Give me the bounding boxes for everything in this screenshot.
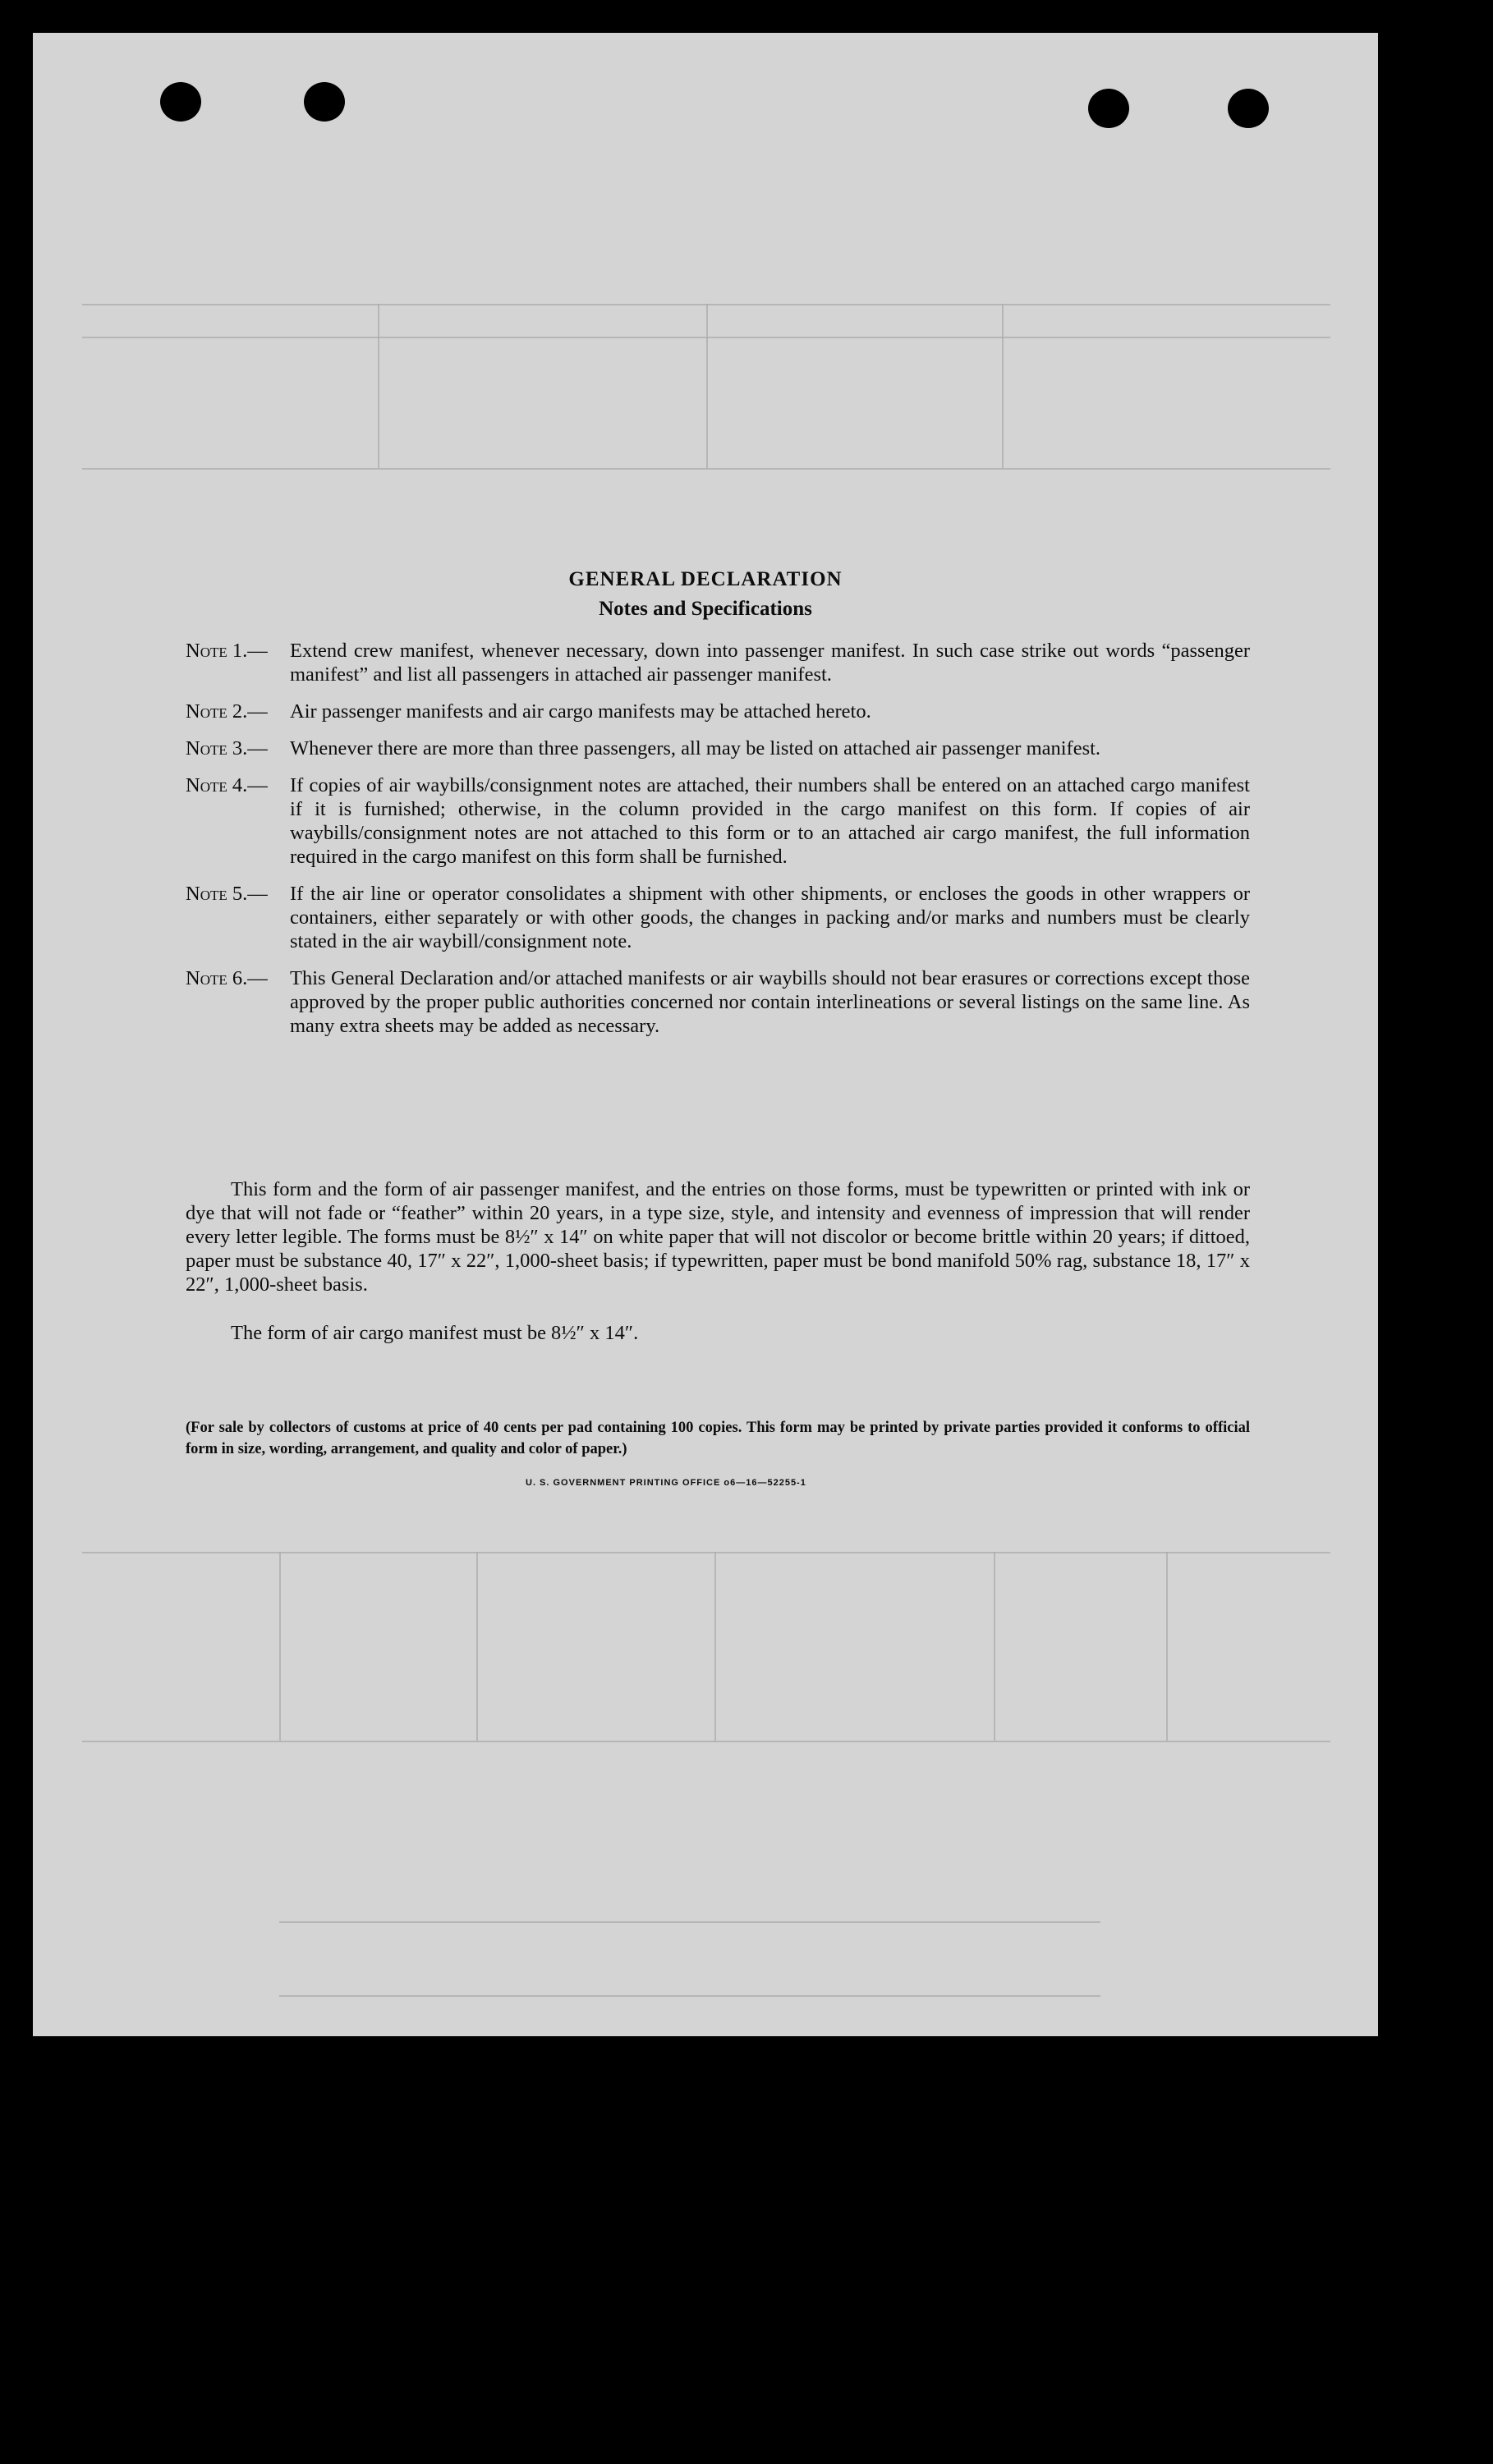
- note-label: Note 4.—: [186, 774, 268, 796]
- note-item: [186, 966, 1250, 1038]
- note-item: [186, 736, 1250, 760]
- note-label: Note 3.—: [186, 737, 268, 759]
- note-text: Extend crew manifest, whenever necessary, down into passenger manifest. In such case strike out words “passenger manifest” and list all passengers in attached air passenger manifest.: [290, 640, 1250, 686]
- bleed-through-rule: [82, 1552, 1330, 1553]
- note-text: If the air line or operator consolidates a shipment with other shipments, or encloses the goods in other wrappers or containers, either separately or with other goods, the changes in packing and/or marks and numbers must be clearly stated in the air waybill/consignment note.: [290, 883, 1250, 952]
- note-label: Note 1.—: [186, 640, 268, 662]
- bleed-through-rule: [714, 1552, 716, 1741]
- page-subtitle: Notes and Specifications: [599, 598, 812, 620]
- bleed-through-rule: [82, 1741, 1330, 1742]
- note-label: Note 5.—: [186, 883, 268, 905]
- punch-hole: [1088, 89, 1129, 128]
- note-label: Note 6.—: [186, 967, 268, 989]
- punch-hole: [304, 82, 345, 122]
- note-item: [186, 882, 1250, 953]
- note-text: Air passenger manifests and air cargo manifests may be attached hereto.: [290, 700, 871, 723]
- bleed-through-rule: [1166, 1552, 1168, 1741]
- bleed-through-rule: [279, 1995, 1100, 1997]
- note-item: [186, 773, 1250, 869]
- bleed-through-rule: [994, 1552, 995, 1741]
- note-text: If copies of air waybills/consignment notes are attached, their numbers shall be entered on an attached cargo manifest if it is furnished; otherwise, in the column provided in the cargo manifest on this form. If copies of air waybills/consignment notes are not attached to this form or to an attached air cargo manifest, the full information required in the cargo manifest on this form shall be furnished.: [290, 774, 1250, 868]
- bleed-through-rule: [279, 1552, 281, 1741]
- page-title: GENERAL DECLARATION: [568, 568, 843, 590]
- punch-hole: [160, 82, 201, 122]
- bleed-through-rule: [1002, 304, 1004, 468]
- cargo-manifest-size-line: The form of air cargo manifest must be 8½″ x 14″.: [231, 1322, 639, 1344]
- bleed-through-rule: [279, 1921, 1100, 1923]
- punch-hole: [1228, 89, 1269, 128]
- bleed-through-rule: [82, 468, 1330, 470]
- printer-imprint: U. S. GOVERNMENT PRINTING OFFICE o6—16—52255-1: [526, 1478, 806, 1488]
- notes-list: [186, 639, 1250, 1051]
- document-page: [33, 33, 1378, 2036]
- bleed-through-rule: [476, 1552, 478, 1741]
- bleed-through-rule: [378, 304, 379, 468]
- note-text: This General Declaration and/or attached manifests or air waybills should not bear erasures or corrections except those approved by the proper public authorities concerned nor contain interlineations or several listings on the same line. As many extra sheets may be added as necessary.: [290, 967, 1250, 1037]
- form-requirements-paragraph: This form and the form of air passenger manifest, and the entries on those forms, must be typewritten or printed with ink or dye that will not fade or “feather” within 20 years, in a type size, style, and intensity and evenness of impression that will render every letter legible. The forms must be 8½″ x 14″ on white paper that will not discolor or become brittle within 20 years; if dittoed, paper must be substance 40, 17″ x 22″, 1,000-sheet basis; if typewritten, paper must be bond manifold 50% rag, substance 18, 17″ x 22″, 1,000-sheet basis.: [186, 1178, 1250, 1296]
- bleed-through-rule: [706, 304, 708, 468]
- sale-notice: (For sale by collectors of customs at price of 40 cents per pad containing 100 copies. This form may be printed by private parties provided it conforms to official form in size, wording, arrangement, and quality and color of paper.): [186, 1420, 1250, 1457]
- note-item: [186, 700, 1250, 723]
- note-text: Whenever there are more than three passengers, all may be listed on attached air passenger manifest.: [290, 737, 1101, 759]
- note-label: Note 2.—: [186, 700, 268, 723]
- note-item: [186, 639, 1250, 686]
